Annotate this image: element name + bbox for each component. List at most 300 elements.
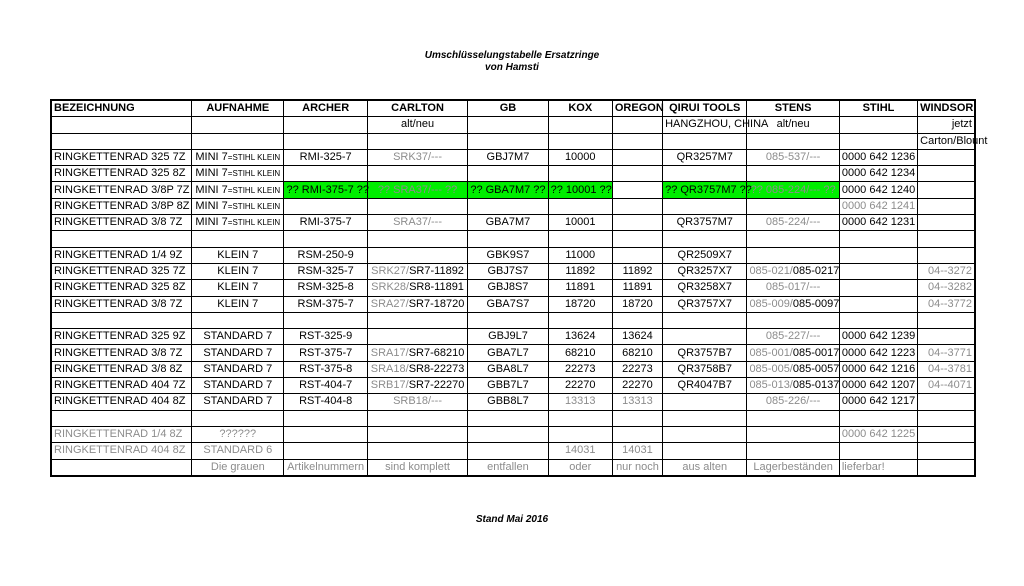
table-cell xyxy=(663,361,747,377)
table-cell xyxy=(747,312,839,328)
table-cell xyxy=(468,459,548,476)
table-cell xyxy=(284,296,367,312)
table-cell xyxy=(839,133,917,149)
new-number: SR7-22270 xyxy=(408,379,465,392)
separator-row xyxy=(51,312,975,328)
column-header: KOX xyxy=(548,100,612,117)
cell-text: 13624 xyxy=(564,330,596,343)
table-cell xyxy=(468,247,548,263)
cell-text: RINGKETTENRAD 404 8Z xyxy=(54,395,186,408)
table-cell xyxy=(918,426,975,442)
cell-text: 22270 xyxy=(564,379,596,392)
table-cell xyxy=(192,166,284,182)
cell-text: 10001 xyxy=(564,216,596,229)
cell-text: MINI 7 xyxy=(195,167,228,180)
document-subtitle: von Hamsti xyxy=(485,62,539,73)
table-cell xyxy=(284,459,367,476)
cell-text: nur noch xyxy=(616,460,659,473)
table-cell xyxy=(192,117,284,133)
table-cell xyxy=(367,133,467,149)
cell-text: 11891 xyxy=(565,281,596,294)
table-cell xyxy=(192,247,284,263)
table-cell xyxy=(468,329,548,345)
new-number: SR7-18720 xyxy=(408,297,465,310)
cell-text: 22273 xyxy=(622,362,653,375)
table-cell xyxy=(747,410,839,426)
table-cell xyxy=(192,459,284,476)
table-cell xyxy=(468,443,548,459)
table-cell xyxy=(918,117,975,133)
table-cell xyxy=(612,312,662,328)
table-cell xyxy=(612,149,662,165)
cell-text: QR3257M7 xyxy=(676,151,733,164)
cell-text: aus alten xyxy=(682,460,728,473)
table-cell xyxy=(548,263,612,279)
cell-text: ?? RMI-375-7 ?? xyxy=(286,183,370,196)
cell-text: STANDARD 7 xyxy=(203,379,273,392)
new-number: 085-0097 xyxy=(792,297,840,310)
table-cell xyxy=(918,378,975,394)
cell-text: Artikelnummern xyxy=(287,460,365,473)
table-cell xyxy=(612,198,662,214)
table-cell xyxy=(663,280,747,296)
cell-text: RSM-250-9 xyxy=(297,248,354,261)
cell-text: Lagerbeständen xyxy=(753,460,833,473)
table-cell xyxy=(192,394,284,410)
column-header: WINDSOR xyxy=(918,100,975,117)
table-cell xyxy=(192,312,284,328)
table-cell xyxy=(284,231,367,247)
cell-text: QR3258X7 xyxy=(677,281,732,294)
separator-row xyxy=(51,231,975,247)
cell-text: QR3758B7 xyxy=(677,362,732,375)
cell-text: 0000 642 1217 xyxy=(841,395,916,408)
cell-text: 0000 642 1241 xyxy=(841,199,916,212)
table-cell xyxy=(747,329,839,345)
table-cell xyxy=(663,410,747,426)
cell-text: GBA8L7 xyxy=(487,362,529,375)
table-cell xyxy=(612,263,662,279)
table-row xyxy=(51,247,975,263)
cell-note: =STIHL KLEIN xyxy=(227,153,281,163)
table-cell xyxy=(612,394,662,410)
table-cell xyxy=(747,133,839,149)
table-cell xyxy=(468,149,548,165)
cell-text: RINGKETTENRAD 404 8Z xyxy=(54,444,186,457)
table-cell xyxy=(839,410,917,426)
table-body xyxy=(51,117,988,476)
table-cell xyxy=(468,378,548,394)
table-cell xyxy=(192,280,284,296)
table-cell xyxy=(284,361,367,377)
table-cell xyxy=(51,345,192,361)
table-cell xyxy=(284,378,367,394)
cell-text: GBA7S7 xyxy=(486,297,530,310)
cell-text: 0000 642 1225 xyxy=(841,428,916,441)
table-cell xyxy=(918,133,988,149)
table-row xyxy=(51,166,975,182)
table-cell xyxy=(918,280,975,296)
table-cell xyxy=(284,166,367,182)
table-cell xyxy=(663,133,747,149)
table-cell xyxy=(663,231,747,247)
table-cell xyxy=(367,459,467,476)
table-cell xyxy=(51,378,192,394)
table-row xyxy=(51,378,975,394)
table-cell xyxy=(548,198,612,214)
table-cell xyxy=(468,198,548,214)
cell-text: RINGKETTENRAD 3/8 7Z xyxy=(54,297,183,310)
table-cell xyxy=(51,312,192,328)
cell-text: GBJ9L7 xyxy=(488,330,528,343)
table-cell xyxy=(192,296,284,312)
table-cell xyxy=(663,459,747,476)
cell-text: QR3757M7 xyxy=(676,216,733,229)
cell-text: 68210 xyxy=(622,346,653,359)
table-cell xyxy=(51,426,192,442)
cell-text: RINGKETTENRAD 3/8P 7Z xyxy=(54,183,190,196)
cell-text: GBA7M7 xyxy=(485,216,531,229)
cell-text: HANGZHOU, CHINA xyxy=(665,118,769,131)
table-cell xyxy=(284,312,367,328)
table-cell xyxy=(839,459,917,476)
cell-text: KLEIN 7 xyxy=(217,281,259,294)
table-cell xyxy=(548,394,612,410)
table-cell xyxy=(367,231,467,247)
table-cell xyxy=(548,149,612,165)
table-cell xyxy=(918,410,975,426)
table-cell xyxy=(367,426,467,442)
table-cell xyxy=(51,198,192,214)
table-cell xyxy=(839,378,917,394)
table-cell xyxy=(663,215,747,231)
cell-text: entfallen xyxy=(487,460,529,473)
table-cell xyxy=(367,443,467,459)
table-cell xyxy=(284,426,367,442)
table-cell xyxy=(612,280,662,296)
cell-text: STANDARD 7 xyxy=(203,362,273,375)
table-row xyxy=(51,329,975,345)
table-cell xyxy=(747,166,839,182)
table-row xyxy=(51,280,975,296)
table-cell xyxy=(612,378,662,394)
cell-note: =STIHL KLEIN xyxy=(227,218,281,228)
table-cell xyxy=(51,247,192,263)
cell-text: alt/neu xyxy=(401,118,435,131)
table-header xyxy=(51,100,975,117)
cell-note: =STIHL KLEIN xyxy=(227,185,281,195)
table-cell xyxy=(548,117,612,133)
cell-text: SRK37/--- xyxy=(393,151,442,164)
table-cell xyxy=(284,345,367,361)
cell-text: ?? SRA37/--- ?? xyxy=(377,183,458,196)
cell-text: 0000 642 1234 xyxy=(841,167,916,180)
table-cell xyxy=(51,133,192,149)
table-cell xyxy=(612,215,662,231)
table-row xyxy=(51,345,975,361)
table-cell xyxy=(839,296,917,312)
table-cell xyxy=(284,443,367,459)
table-cell xyxy=(839,345,917,361)
table-cell xyxy=(192,329,284,345)
table-cell xyxy=(192,231,284,247)
table-cell xyxy=(367,378,467,394)
cell-text: 11891 xyxy=(622,281,653,294)
table-cell xyxy=(918,198,975,214)
cell-text: 13624 xyxy=(622,330,653,343)
table-cell xyxy=(663,426,747,442)
column-header: CARLTON xyxy=(367,100,467,117)
table-cell xyxy=(663,263,747,279)
column-header: QIRUI TOOLS xyxy=(663,100,747,117)
table-cell xyxy=(918,166,975,182)
old-number: SRA27/ xyxy=(370,297,409,310)
table-cell xyxy=(51,117,192,133)
table-cell xyxy=(192,443,284,459)
table-cell xyxy=(918,215,975,231)
new-number: SR7-11892 xyxy=(409,265,464,278)
cell-text: KLEIN 7 xyxy=(217,297,259,310)
cell-text: GBJ8S7 xyxy=(487,281,529,294)
table-cell xyxy=(663,166,747,182)
table-cell xyxy=(284,149,367,165)
table-row xyxy=(51,149,975,165)
table-cell xyxy=(51,410,192,426)
table-cell xyxy=(918,296,975,312)
table-cell xyxy=(918,247,975,263)
table-cell xyxy=(839,394,917,410)
table-cell xyxy=(367,182,467,198)
column-header: GB xyxy=(468,100,548,117)
cell-text: STANDARD 6 xyxy=(203,444,273,457)
table-row xyxy=(51,426,975,442)
table-cell xyxy=(51,182,192,198)
cell-text: QR3257X7 xyxy=(677,265,732,278)
table-cell xyxy=(468,133,548,149)
table-cell xyxy=(51,263,192,279)
table-cell xyxy=(612,182,662,198)
table-cell xyxy=(548,426,612,442)
cell-text: 04--3282 xyxy=(927,281,972,294)
table-cell xyxy=(468,280,548,296)
cell-text: RINGKETTENRAD 325 8Z xyxy=(54,281,186,294)
cell-text: QR4047B7 xyxy=(677,379,732,392)
table-cell xyxy=(468,410,548,426)
table-row xyxy=(51,443,975,459)
table-cell xyxy=(284,198,367,214)
table-cell xyxy=(839,263,917,279)
table-cell xyxy=(663,198,747,214)
table-cell xyxy=(918,182,975,198)
table-cell xyxy=(612,133,662,149)
table-cell xyxy=(839,247,917,263)
cell-text: 085-224/--- xyxy=(765,216,821,229)
new-number: 085-0057 xyxy=(792,362,840,375)
cell-text: GBJ7S7 xyxy=(487,265,529,278)
cell-text: ?? QR3757M7 ?? xyxy=(665,183,752,196)
table-cell xyxy=(468,263,548,279)
table-cell xyxy=(548,443,612,459)
old-number: 085-021/ xyxy=(749,265,793,278)
table-row xyxy=(51,459,975,476)
table-cell xyxy=(367,394,467,410)
table-cell xyxy=(663,394,747,410)
cell-text: GBB7L7 xyxy=(487,379,529,392)
table-cell xyxy=(747,247,839,263)
cell-text: RINGKETTENRAD 1/4 9Z xyxy=(54,248,183,261)
cell-note: =STIHL KLEIN xyxy=(227,201,281,211)
new-number: 085-0217 xyxy=(792,265,840,278)
table-cell xyxy=(839,443,917,459)
new-number: SR8-22273 xyxy=(408,362,465,375)
cell-text: RINGKETTENRAD 325 9Z xyxy=(54,330,186,343)
table-cell xyxy=(192,361,284,377)
table-row xyxy=(51,296,975,312)
table-row xyxy=(51,133,975,149)
table-cell xyxy=(468,182,548,198)
table-cell xyxy=(367,361,467,377)
cell-text: 0000 642 1223 xyxy=(841,346,916,359)
cell-text: RINGKETTENRAD 325 7Z xyxy=(54,265,186,278)
table-cell xyxy=(51,443,192,459)
cell-text: 04--3272 xyxy=(927,265,972,278)
table-cell xyxy=(548,280,612,296)
table-cell xyxy=(839,117,917,133)
table-cell xyxy=(918,394,975,410)
table-cell xyxy=(747,378,839,394)
table-cell xyxy=(468,117,548,133)
cell-text: SRA37/--- xyxy=(393,216,442,229)
table-cell xyxy=(918,345,975,361)
table-cell xyxy=(839,361,917,377)
cell-text: 04--3772 xyxy=(927,297,972,310)
table-cell xyxy=(284,329,367,345)
cell-text: 68210 xyxy=(564,346,596,359)
cell-text: jetzt xyxy=(951,118,972,131)
table-cell xyxy=(747,459,839,476)
document-title: Umschlüsselungstabelle Ersatzringe xyxy=(424,50,600,61)
table-cell xyxy=(839,280,917,296)
table-cell xyxy=(192,426,284,442)
table-cell xyxy=(367,296,467,312)
table-cell xyxy=(51,231,192,247)
table-cell xyxy=(663,312,747,328)
old-number: 085-001/ xyxy=(749,346,793,359)
cell-text: RINGKETTENRAD 325 7Z xyxy=(54,151,186,164)
table-cell xyxy=(548,215,612,231)
table-cell xyxy=(51,296,192,312)
table-cell xyxy=(839,149,917,165)
table-cell xyxy=(51,329,192,345)
table-row xyxy=(51,394,975,410)
cell-text: 04--4071 xyxy=(927,379,972,392)
cell-text: 0000 642 1207 xyxy=(841,379,916,392)
table-cell xyxy=(612,247,662,263)
table-cell xyxy=(367,312,467,328)
table-cell xyxy=(192,263,284,279)
cell-text: 11892 xyxy=(622,265,653,278)
old-number: SRK27/ xyxy=(371,265,410,278)
table-cell xyxy=(918,361,975,377)
cell-text: RST-404-7 xyxy=(299,379,353,392)
table-cell xyxy=(548,133,612,149)
cell-text: RINGKETTENRAD 3/8P 8Z xyxy=(54,199,190,212)
cell-text: RINGKETTENRAD 3/8 7Z xyxy=(54,216,183,229)
table-cell xyxy=(468,312,548,328)
cell-text: 0000 642 1231 xyxy=(841,216,916,229)
old-number: 085-013/ xyxy=(749,379,793,392)
table-cell xyxy=(839,231,917,247)
cell-text: 13313 xyxy=(564,395,596,408)
new-number: SR7-68210 xyxy=(408,346,465,359)
table-cell xyxy=(839,426,917,442)
cell-text: 085-227/--- xyxy=(765,330,821,343)
cell-text: MINI 7 xyxy=(195,183,228,196)
table-cell xyxy=(612,443,662,459)
old-number: SRK28/ xyxy=(371,281,410,294)
table-cell xyxy=(192,133,284,149)
cell-text: MINI 7 xyxy=(195,199,228,212)
table-cell xyxy=(918,312,975,328)
table-cell xyxy=(468,215,548,231)
cell-text: 0000 642 1236 xyxy=(841,151,916,164)
column-header: OREGON xyxy=(612,100,662,117)
cell-text: 14031 xyxy=(564,444,596,457)
table-cell xyxy=(367,215,467,231)
cell-text: 11892 xyxy=(565,265,596,278)
cell-text: 04--3771 xyxy=(927,346,972,359)
cell-text: RINGKETTENRAD 3/8 7Z xyxy=(54,346,183,359)
cell-text: 085-017/--- xyxy=(765,281,821,294)
table-cell xyxy=(612,426,662,442)
cell-text: RMI-325-7 xyxy=(299,151,352,164)
table-cell xyxy=(548,378,612,394)
table-cell xyxy=(747,215,839,231)
cell-text: 14031 xyxy=(622,444,653,457)
table-cell xyxy=(284,182,370,198)
new-number: 085-0137 xyxy=(792,379,840,392)
cell-text: QR2509X7 xyxy=(677,248,732,261)
table-cell xyxy=(284,263,367,279)
table-row xyxy=(51,361,975,377)
cell-text: GBB8L7 xyxy=(487,395,529,408)
table-cell xyxy=(51,280,192,296)
cell-text: 0000 642 1240 xyxy=(841,183,916,196)
table-cell xyxy=(284,117,367,133)
table-cell xyxy=(548,182,612,198)
table-cell xyxy=(612,410,662,426)
cell-text: KLEIN 7 xyxy=(217,248,259,261)
table-cell xyxy=(468,426,548,442)
column-header: BEZEICHNUNG xyxy=(51,100,192,117)
table-cell xyxy=(468,296,548,312)
cell-text: RINGKETTENRAD 3/8 8Z xyxy=(54,362,183,375)
table-cell xyxy=(367,117,467,133)
table-cell xyxy=(747,345,839,361)
table-cell xyxy=(548,312,612,328)
cell-note: =STIHL KLEIN xyxy=(227,169,281,179)
table-cell xyxy=(192,378,284,394)
old-number: SRA18/ xyxy=(370,362,409,375)
cell-text: RST-404-8 xyxy=(299,395,353,408)
table-cell xyxy=(367,329,467,345)
table-cell xyxy=(612,459,662,476)
cell-text: RINGKETTENRAD 325 8Z xyxy=(54,167,186,180)
cell-text: 10000 xyxy=(564,151,596,164)
table-cell xyxy=(918,263,975,279)
old-number: 085-005/ xyxy=(749,362,793,375)
table-cell xyxy=(918,231,975,247)
